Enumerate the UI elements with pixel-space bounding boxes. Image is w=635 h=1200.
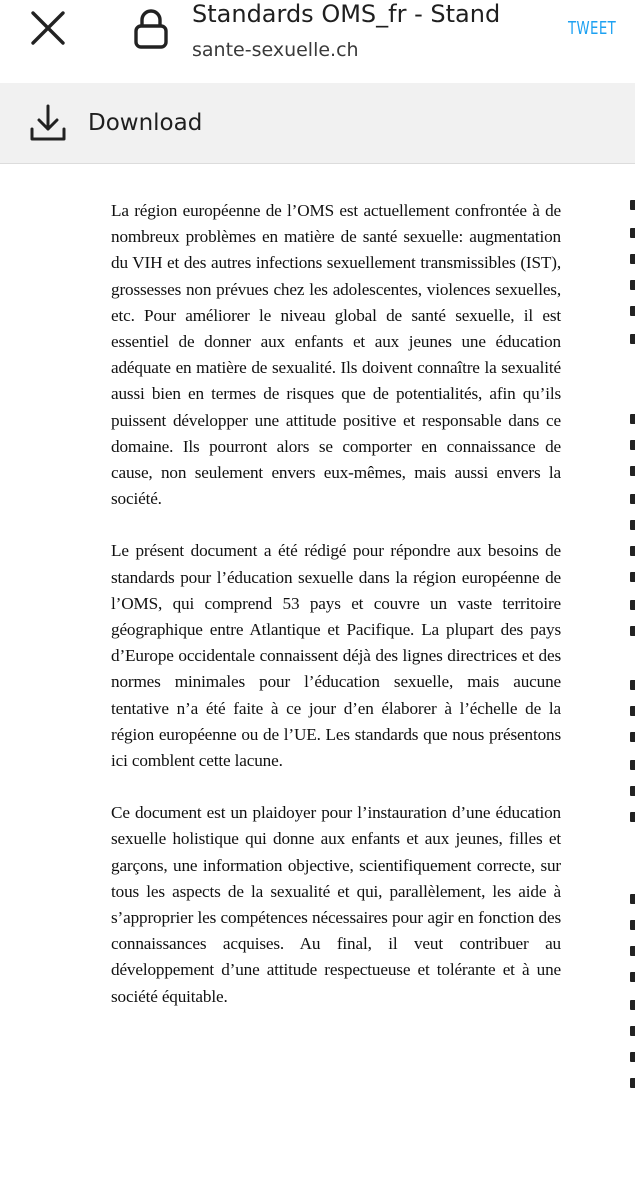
lock-icon: [133, 8, 169, 50]
next-page-edge[interactable]: [624, 164, 635, 1200]
download-button[interactable]: [0, 83, 635, 164]
paragraph-1: La région européenne de l’OMS est actuellement confrontée à de nombreux problèmes en matière de santé sexuelle: augmentation du VIH et des autres infections sexuellement transmissibles (IST), grossesses non prévues chez les adolescentes, violences sexuelles, etc. Pour améliorer le niveau global de santé sexuelle, il est essentiel de donner aux enfants et aux jeunes une éducation adéquate en matière de sexualité. Ils doivent connaître la sexualité aussi bien en termes de risques que de potentialités, afin qu’ils puissent développer une attitude positive et responsable dans ce domaine. Ils pourront alors se comporter en connaissance de cause, non seulement envers eux-mêmes, mais aussi envers la société.: [111, 201, 561, 509]
paragraph-3: Ce document est un plaidoyer pour l’instauration d’une éducation sexuelle holistique qui donne aux enfants et aux jeunes, filles et garçons, une information objective, scientifiquement correcte, sur tous les aspects de la sexualité et qui, parallèlement, les aide à s’approprier les compétences nécessaires pour agir en fonction des connaissances acquises. Au final, il veut contribuer au développement d’une attitude respectueuse et tolérante et à une société équitable.: [111, 803, 561, 1006]
top-app-bar: [0, 0, 635, 83]
document-text: [111, 198, 561, 1036]
paragraph-2: Le présent document a été rédigé pour répondre aux besoins de standards pour l’éducation sexuelle dans la région européenne de l’OMS, qui comprend 53 pays et couvre un vaste territoire géographique entre Atlantique et Pacifique. La plupart des pays d’Europe occidentale connaissent déjà des lignes directrices et des normes minimales pour l’éducation sexuelle, mais aucune tentative n’a été faite à ce jour d’en élaborer à l’échelle de la région européenne ou de l’UE. Les standards que nous présentons ici comblent cette lacune.: [111, 541, 561, 771]
page-url: sante-sexuelle.ch: [192, 39, 359, 61]
tweet-button[interactable]: TWEET: [568, 18, 617, 39]
document-page[interactable]: [0, 164, 620, 1200]
download-icon: [28, 103, 68, 143]
page-title: Standards OMS_fr - Stand: [192, 0, 501, 28]
download-label: Download: [88, 110, 203, 136]
close-icon: [30, 10, 66, 46]
close-button[interactable]: [28, 8, 68, 48]
